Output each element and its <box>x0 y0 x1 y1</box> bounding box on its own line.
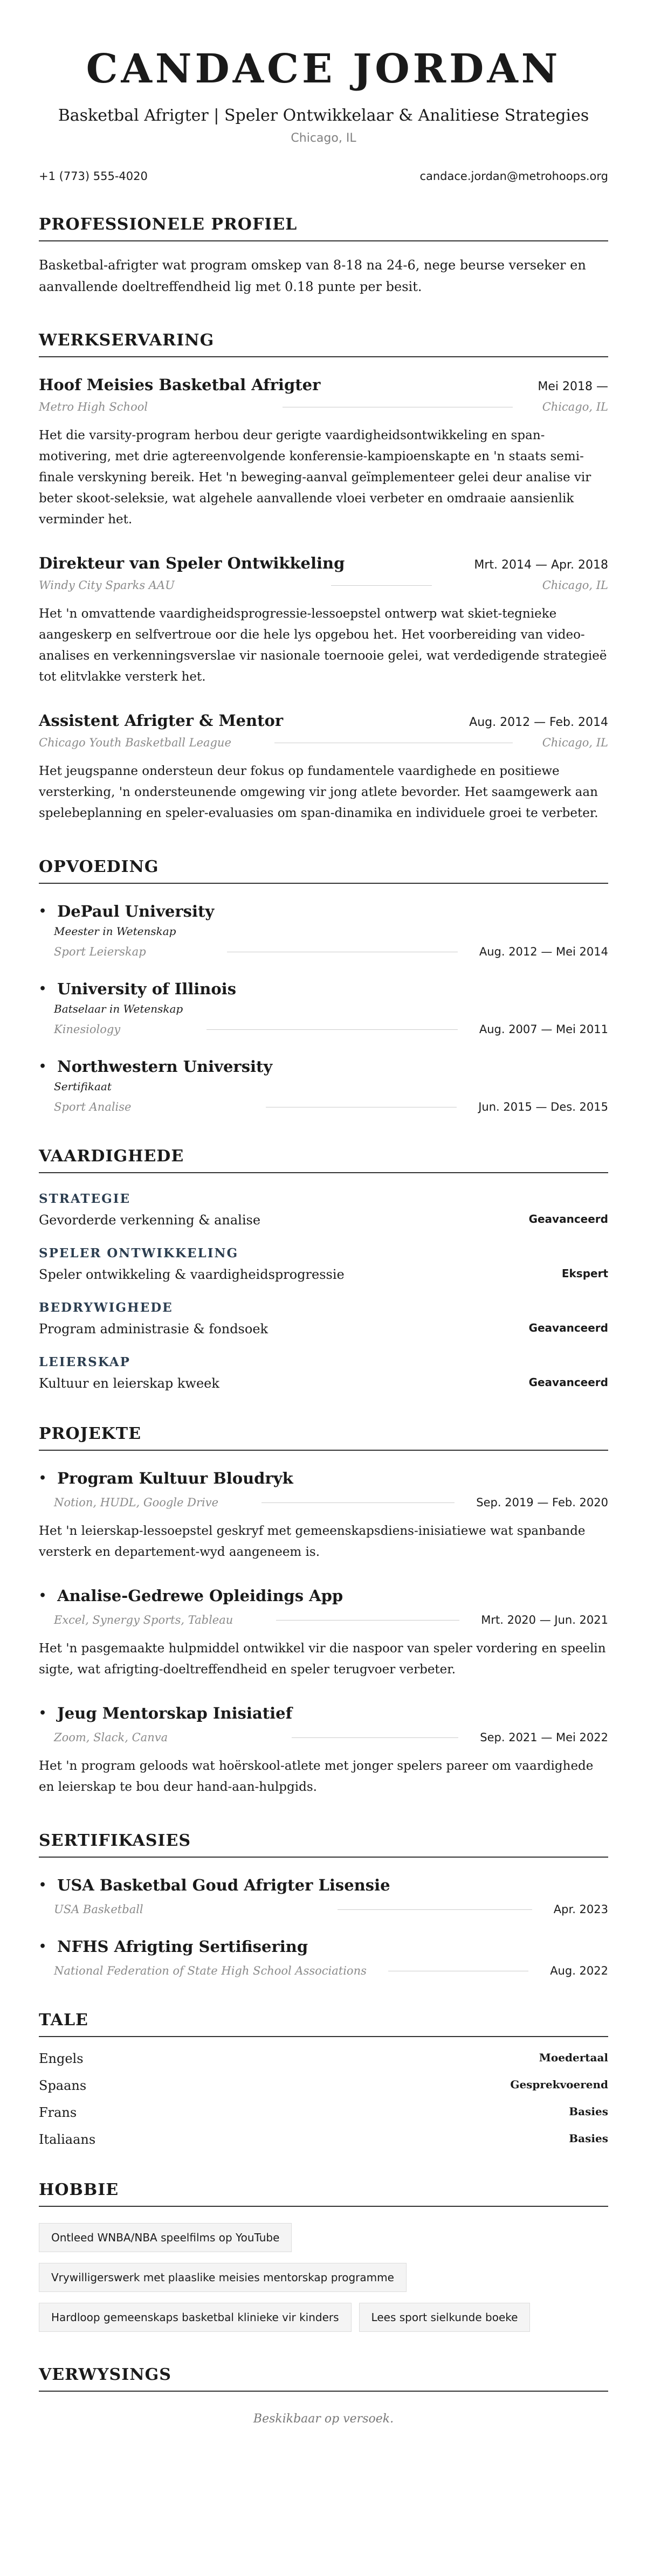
job-title: Direkteur van Speler Ontwikkeling <box>39 554 345 572</box>
hobby-tag: Vrywilligerswerk met plaaslike meisies mentorskap programme <box>39 2263 407 2292</box>
bullet-icon: • <box>39 904 47 918</box>
bullet-icon: • <box>39 1706 47 1720</box>
section-title: SERTIFIKASIES <box>39 1831 608 1858</box>
job-organization: Chicago Youth Basketball League <box>39 736 231 749</box>
experience-entry <box>39 376 608 530</box>
references-text: Beskikbaar op versoek. <box>253 2412 394 2426</box>
project-description: Het 'n pasgemaakte hulpmiddel ontwikkel vir die naspoor van speler vordering en speelin sigte, wat afrigting-doeltreffendheid en speler terugvoer verbeter. <box>39 1642 606 1677</box>
certification-issuer: National Federation of State High School Associations <box>54 1964 367 1977</box>
job-date: Aug. 2012 — Feb. 2014 <box>469 716 608 729</box>
project-title: Analise-Gedrewe Opleidings App <box>57 1587 343 1605</box>
project-date: Sep. 2021 — Mei 2022 <box>480 1731 608 1744</box>
section-title: PROJEKTE <box>39 1424 608 1451</box>
skill-group <box>39 1246 608 1282</box>
languages-section <box>39 2011 608 2147</box>
language-name: Frans <box>39 2105 77 2120</box>
education-entry <box>39 1057 608 1113</box>
certification-entry <box>39 1937 608 1977</box>
references-section <box>39 2365 608 2426</box>
certification-title: NFHS Afrigting Sertifisering <box>57 1937 308 1956</box>
project-description: Het 'n program geloods wat hoërskool-atlete met jonger spelers pareer om vaardighede en leierskap te bou deur hand-aan-hulpgids. <box>39 1759 594 1794</box>
language-name: Engels <box>39 2051 84 2066</box>
skill-name: Speler ontwikkeling & vaardigheidsprogressie <box>39 1267 345 1282</box>
job-organization: Metro High School <box>39 400 148 413</box>
job-description: Het die varsity-program herbou deur gerigte vaardigheidsontwikkeling en span-motivering, met drie agtereenvolgende konferensie-kampioenskapte en 'n staats semi-finale verskyning bereik. Het 'n beweging-aanval geïmplementeer gelei deur analise vir beter skoot-seleksie, wat algehele aanvallende vloei verbeter en omdraaie aansienlik verminder het. <box>39 428 591 527</box>
bullet-icon: • <box>39 1471 47 1485</box>
job-title: Hoof Meisies Basketbal Afrigter <box>39 376 321 394</box>
project-description: Het 'n leierskap-lessoepstel geskryf met gemeenskapsdiens-inisiatiewe wat spanbande versterk en departement-wyd aangeneem is. <box>39 1524 586 1559</box>
section-title: VAARDIGHEDE <box>39 1147 608 1173</box>
projects-section <box>39 1424 608 1798</box>
hobbies-section <box>39 2180 608 2332</box>
project-entry <box>39 1587 608 1680</box>
divider <box>292 1737 458 1738</box>
education-entry <box>39 902 608 958</box>
section-title: PROFESSIONELE PROFIEL <box>39 215 608 241</box>
divider <box>338 1909 532 1910</box>
hobby-tags <box>39 2223 608 2332</box>
language-row <box>39 2105 608 2120</box>
language-level: Gesprekvoerend <box>510 2078 608 2091</box>
project-title: Jeug Mentorskap Inisiatief <box>57 1704 293 1722</box>
language-name: Spaans <box>39 2078 87 2093</box>
divider <box>331 585 432 586</box>
project-tools: Notion, HUDL, Google Drive <box>54 1496 219 1509</box>
education-date: Aug. 2007 — Mei 2011 <box>479 1023 608 1036</box>
project-entry <box>39 1704 608 1798</box>
job-location: Chicago, IL <box>542 400 608 413</box>
project-title: Program Kultuur Bloudryk <box>57 1469 293 1487</box>
job-title: Assistent Afrigter & Mentor <box>39 711 284 730</box>
bullet-icon: • <box>39 1589 47 1603</box>
hobby-tag: Lees sport sielkunde boeke <box>359 2303 531 2332</box>
hobby-tag: Hardloop gemeenskaps basketbal klinieke vir kinders <box>39 2303 352 2332</box>
school-name: DePaul University <box>57 902 215 920</box>
experience-entry <box>39 554 608 688</box>
skill-level: Geavanceerd <box>528 1376 608 1389</box>
resume-header <box>39 43 608 183</box>
job-description: Het 'n omvattende vaardigheidsprogressie-lessoepstel ontwerp wat skiet-tegnieke aangeskerp en selfvertroue oor die hele lys opgebou het. Het voorbereiding van video-analises en verkenningsverslae vir nasionale toernooie gelei, wat verdedigende strategieë tot elitvlakke versterk het. <box>39 607 607 684</box>
language-row <box>39 2078 608 2093</box>
skill-category: SPELER ONTWIKKELING <box>39 1246 239 1261</box>
project-date: Mrt. 2020 — Jun. 2021 <box>481 1614 608 1626</box>
project-tools: Excel, Synergy Sports, Tableau <box>54 1614 233 1626</box>
profile-text: Basketbal-afrigter wat program omskep van 8-18 na 24-6, nege beurse verseker en aanvallende doeltreffendheid lig met 0.18 punte per besit. <box>39 258 586 294</box>
degree-name: Sertifikaat <box>54 1080 112 1093</box>
field-of-study: Sport Leierskap <box>54 945 146 958</box>
project-entry <box>39 1469 608 1563</box>
skill-name: Gevorderde verkenning & analise <box>39 1213 261 1228</box>
skill-category: STRATEGIE <box>39 1192 131 1206</box>
profile-section <box>39 215 608 297</box>
field-of-study: Sport Analise <box>54 1100 132 1113</box>
language-level: Moedertaal <box>539 2051 608 2064</box>
email-address[interactable]: candace.jordan@metrohoops.org <box>419 170 608 183</box>
candidate-name: CANDACE JORDAN <box>86 46 561 92</box>
certification-date: Aug. 2022 <box>550 1964 608 1977</box>
section-title: OPVOEDING <box>39 857 608 884</box>
section-title: VERWYSINGS <box>39 2365 608 2392</box>
skill-name: Kultuur en leierskap kweek <box>39 1376 219 1391</box>
skill-level: Geavanceerd <box>528 1321 608 1334</box>
candidate-subtitle: Basketbal Afrigter | Speler Ontwikkelaar & Analitiese Strategies <box>58 106 589 125</box>
skills-section <box>39 1147 608 1391</box>
skill-group <box>39 1355 608 1391</box>
skill-category: BEDRYWIGHEDE <box>39 1300 173 1315</box>
education-date: Jun. 2015 — Des. 2015 <box>478 1100 608 1113</box>
education-entry <box>39 980 608 1036</box>
skill-level: Ekspert <box>561 1267 608 1280</box>
skill-name: Program administrasie & fondsoek <box>39 1321 269 1337</box>
job-description: Het jeugspanne ondersteun deur fokus op fundamentele vaardighede en positiewe versterking, 'n ondersteunende omgewing vir jong atlete bevorder. Het saamgewerk aan spelebeplanning en speler-evaluasies om span-dinamika en individuele groei te verbeter. <box>39 764 598 820</box>
hobby-tag: Ontleed WNBA/NBA speelfilms op YouTube <box>39 2223 292 2252</box>
job-location: Chicago, IL <box>542 736 608 749</box>
education-date: Aug. 2012 — Mei 2014 <box>479 945 608 958</box>
divider <box>207 1029 458 1030</box>
skill-group <box>39 1300 608 1337</box>
certifications-section <box>39 1831 608 1977</box>
skill-category: LEIERSKAP <box>39 1355 130 1369</box>
degree-name: Meester in Wetenskap <box>54 925 176 938</box>
project-tools: Zoom, Slack, Canva <box>54 1731 168 1744</box>
job-location: Chicago, IL <box>542 579 608 592</box>
experience-section <box>39 331 608 824</box>
certification-title: USA Basketbal Goud Afrigter Lisensie <box>57 1876 390 1894</box>
bullet-icon: • <box>39 982 47 996</box>
language-level: Basies <box>569 2105 608 2118</box>
language-name: Italiaans <box>39 2132 96 2147</box>
education-section <box>39 857 608 1113</box>
bullet-icon: • <box>39 1878 47 1892</box>
skill-group <box>39 1192 608 1228</box>
field-of-study: Kinesiology <box>54 1023 121 1036</box>
certification-date: Apr. 2023 <box>553 1903 608 1916</box>
language-row <box>39 2132 608 2147</box>
bullet-icon: • <box>39 1940 47 1954</box>
school-name: Northwestern University <box>57 1057 273 1076</box>
section-title: WERKSERVARING <box>39 331 608 357</box>
section-title: HOBBIE <box>39 2180 608 2207</box>
candidate-location: Chicago, IL <box>291 131 356 145</box>
certification-issuer: USA Basketball <box>54 1903 143 1916</box>
job-date: Mei 2018 — <box>538 380 608 393</box>
language-row <box>39 2051 608 2066</box>
divider <box>261 1502 455 1503</box>
certification-entry <box>39 1876 608 1916</box>
divider <box>276 1620 459 1621</box>
job-organization: Windy City Sparks AAU <box>39 579 175 592</box>
section-title: TALE <box>39 2011 608 2037</box>
bullet-icon: • <box>39 1060 47 1074</box>
degree-name: Batselaar in Wetenskap <box>54 1002 183 1015</box>
contact-row <box>39 170 608 183</box>
phone-number: +1 (773) 555-4020 <box>39 170 148 183</box>
experience-entry <box>39 711 608 824</box>
skill-level: Geavanceerd <box>528 1213 608 1225</box>
school-name: University of Illinois <box>57 980 237 998</box>
language-level: Basies <box>569 2132 608 2145</box>
job-date: Mrt. 2014 — Apr. 2018 <box>474 558 608 572</box>
project-date: Sep. 2019 — Feb. 2020 <box>476 1496 608 1509</box>
